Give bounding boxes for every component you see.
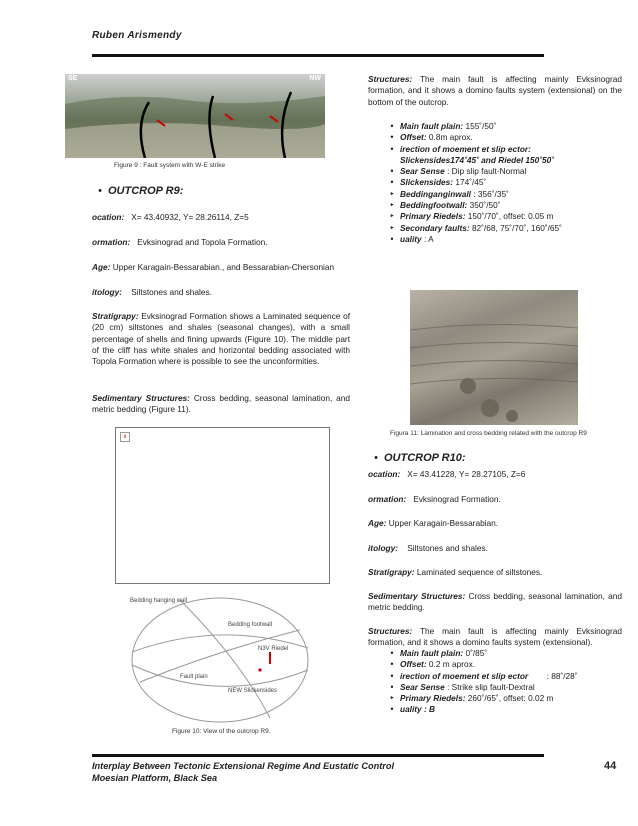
list-item: • Main fault plain: 0˚/85˚ bbox=[384, 648, 622, 659]
footer-title bbox=[92, 760, 394, 784]
list-item: • Sear Sense : Strike slip fault-Dextral bbox=[384, 682, 622, 693]
footer-line2: Moesian Platform, Black Sea bbox=[92, 773, 218, 783]
r9-location: ocation: X= 43.40932, Y= 28.26114, Z=5 bbox=[92, 212, 249, 222]
r10-structures: Structures: The main fault is affecting mainly Evksinograd formation, and it shows a domino faults system (extensional). bbox=[368, 626, 622, 648]
arrow-bullet-icon: ‣ bbox=[389, 188, 395, 199]
list-item: ‣ Primary Riedels: 150˚/70˚, offset: 0.05 m bbox=[384, 211, 622, 222]
bullet-icon: • bbox=[390, 681, 394, 692]
r9-age: Age: Upper Karagain-Bessarabian., and Bessarabian-Chersonian bbox=[92, 262, 335, 272]
arrow-bullet-icon: ‣ bbox=[389, 222, 395, 233]
broken-image-icon: x bbox=[120, 432, 130, 442]
r10-age: Age: Upper Karagain-Bessarabian. bbox=[368, 518, 499, 528]
header-rule bbox=[92, 54, 544, 57]
list-item: • irection of moement et slip ector: bbox=[384, 144, 622, 155]
list-item: • uality : A bbox=[384, 234, 622, 245]
stereo-label-riedel: N3V Riedel bbox=[258, 646, 289, 652]
stereo-label-bedding-footwall: Bedding footwall bbox=[228, 622, 273, 628]
r9-stratigraphy: Stratigrapy: Evksinograd Formation shows a Laminated sequence of (20 cm) siltstones and shales (seasonal changes), with a small percentage of shells and fining upwards (Figure 10). The middle part of the cliff has white shales and horizontal bedding associated with Topola Formation where is possible to see the unconformities. bbox=[92, 311, 350, 367]
stereo-label-slickensides: NEW Slickensides bbox=[228, 688, 278, 694]
outcrop-r9-title: OUTCROP R9: bbox=[108, 185, 184, 197]
list-item: ‣ Beddinganginwall : 356˚/35˚ bbox=[384, 189, 622, 200]
list-item: • irection of moement et slip ector : 88˚/28˚ bbox=[384, 671, 622, 682]
list-item: ‣ Primary Riedels: 260˚/65˚, offset: 0.02 m bbox=[384, 693, 622, 704]
list-item: Slickensides174˚45˚ and Riedel 150˚50˚ bbox=[400, 154, 555, 165]
r9-formation: ormation: Evksinograd and Topola Formation. bbox=[92, 237, 268, 247]
bullet-icon: • bbox=[390, 233, 394, 244]
bullet-icon: • bbox=[390, 659, 394, 670]
r10-sedimentary: Sedimentary Structures: Cross bedding, seasonal lamination, and metric bedding. bbox=[368, 591, 623, 613]
outcrop-r9-heading bbox=[92, 184, 350, 198]
r10-stratigraphy: Stratigrapy: Laminated sequence of siltstones. bbox=[368, 567, 543, 577]
list-item: • Slickensides: 174˚/45˚ bbox=[384, 177, 622, 188]
figure11-photo bbox=[410, 290, 578, 425]
se-label: SE bbox=[68, 75, 78, 82]
r10-lithology: itology: Siltstones and shales. bbox=[368, 543, 488, 553]
list-item: • Offset: 0.8m aprox. bbox=[384, 132, 622, 143]
list-item: • Offset: 0.2 m aprox. bbox=[384, 659, 622, 670]
arrow-bullet-icon: ‣ bbox=[389, 200, 395, 211]
bullet-icon: • bbox=[374, 452, 378, 464]
list-item: • Main fault plain: 155˚/50˚ bbox=[384, 121, 622, 132]
arrow-bullet-icon: ‣ bbox=[389, 211, 395, 222]
figure11-caption: Figura 11: Lamination and cross bedding related with the outcrop R9 bbox=[390, 430, 587, 437]
r10-structures-list bbox=[384, 648, 622, 716]
bullet-icon: • bbox=[390, 648, 394, 658]
figure10-stereonet bbox=[120, 590, 320, 725]
bullet-icon: • bbox=[98, 185, 102, 197]
stereo-label-fault-plain: Fault plain bbox=[180, 674, 208, 680]
stereo-label-bedding-hanging: Bedding hanging wall bbox=[130, 598, 188, 604]
list-item: • uality : B bbox=[384, 704, 622, 715]
bullet-icon: • bbox=[390, 132, 394, 143]
page-number: 44 bbox=[604, 760, 617, 772]
bullet-icon: • bbox=[390, 166, 394, 177]
figure10-image-frame bbox=[115, 427, 330, 584]
bullet-icon: • bbox=[390, 670, 394, 681]
figure10-caption: Figure 10: View of the outcrop R9. bbox=[172, 728, 271, 735]
r10-formation: ormation: Evksinograd Formation. bbox=[368, 494, 501, 504]
figure9-caption: Figure 9 : Fault system with W-E strike bbox=[114, 162, 226, 169]
r9-sedimentary: Sedimentary Structures: Cross bedding, seasonal lamination, and metric bedding (Figure 11). bbox=[92, 393, 350, 415]
r9-structures-list bbox=[384, 121, 622, 245]
bullet-icon: • bbox=[390, 177, 394, 188]
r10-location: ocation: X= 43.41228, Y= 28.27105, Z=6 bbox=[368, 469, 526, 479]
footer-line1: Interplay Between Tectonic Extensional Regime And Eustatic Control bbox=[92, 761, 395, 771]
outcrop-r10-title: OUTCROP R10: bbox=[384, 452, 466, 464]
figure9-photo bbox=[65, 74, 325, 158]
arrow-bullet-icon: ‣ bbox=[389, 693, 395, 704]
bullet-icon: • bbox=[390, 143, 394, 154]
nw-label: NW bbox=[309, 75, 321, 82]
r9-lithology: itology: Siltstones and shales. bbox=[92, 287, 212, 297]
bullet-icon: • bbox=[390, 121, 394, 131]
list-item: ‣ Beddingfootwall: 350˚/50˚ bbox=[384, 200, 622, 211]
outcrop-r10-heading bbox=[368, 451, 622, 465]
list-item: ‣ Secondary faults: 82˚/68, 75˚/70˚, 160˚/65˚ bbox=[384, 223, 622, 234]
list-item: • Sear Sense : Dip slip fault-Normal bbox=[384, 166, 622, 177]
r9-structures: Structures: The main fault is affecting mainly Evksinograd formation, and it shows a domino faults system (extensional) on the bottom of the outcrop. bbox=[368, 74, 622, 107]
bullet-icon: • bbox=[390, 704, 394, 715]
footer-rule bbox=[92, 754, 544, 757]
header-author: Ruben Arismendy bbox=[92, 30, 182, 41]
